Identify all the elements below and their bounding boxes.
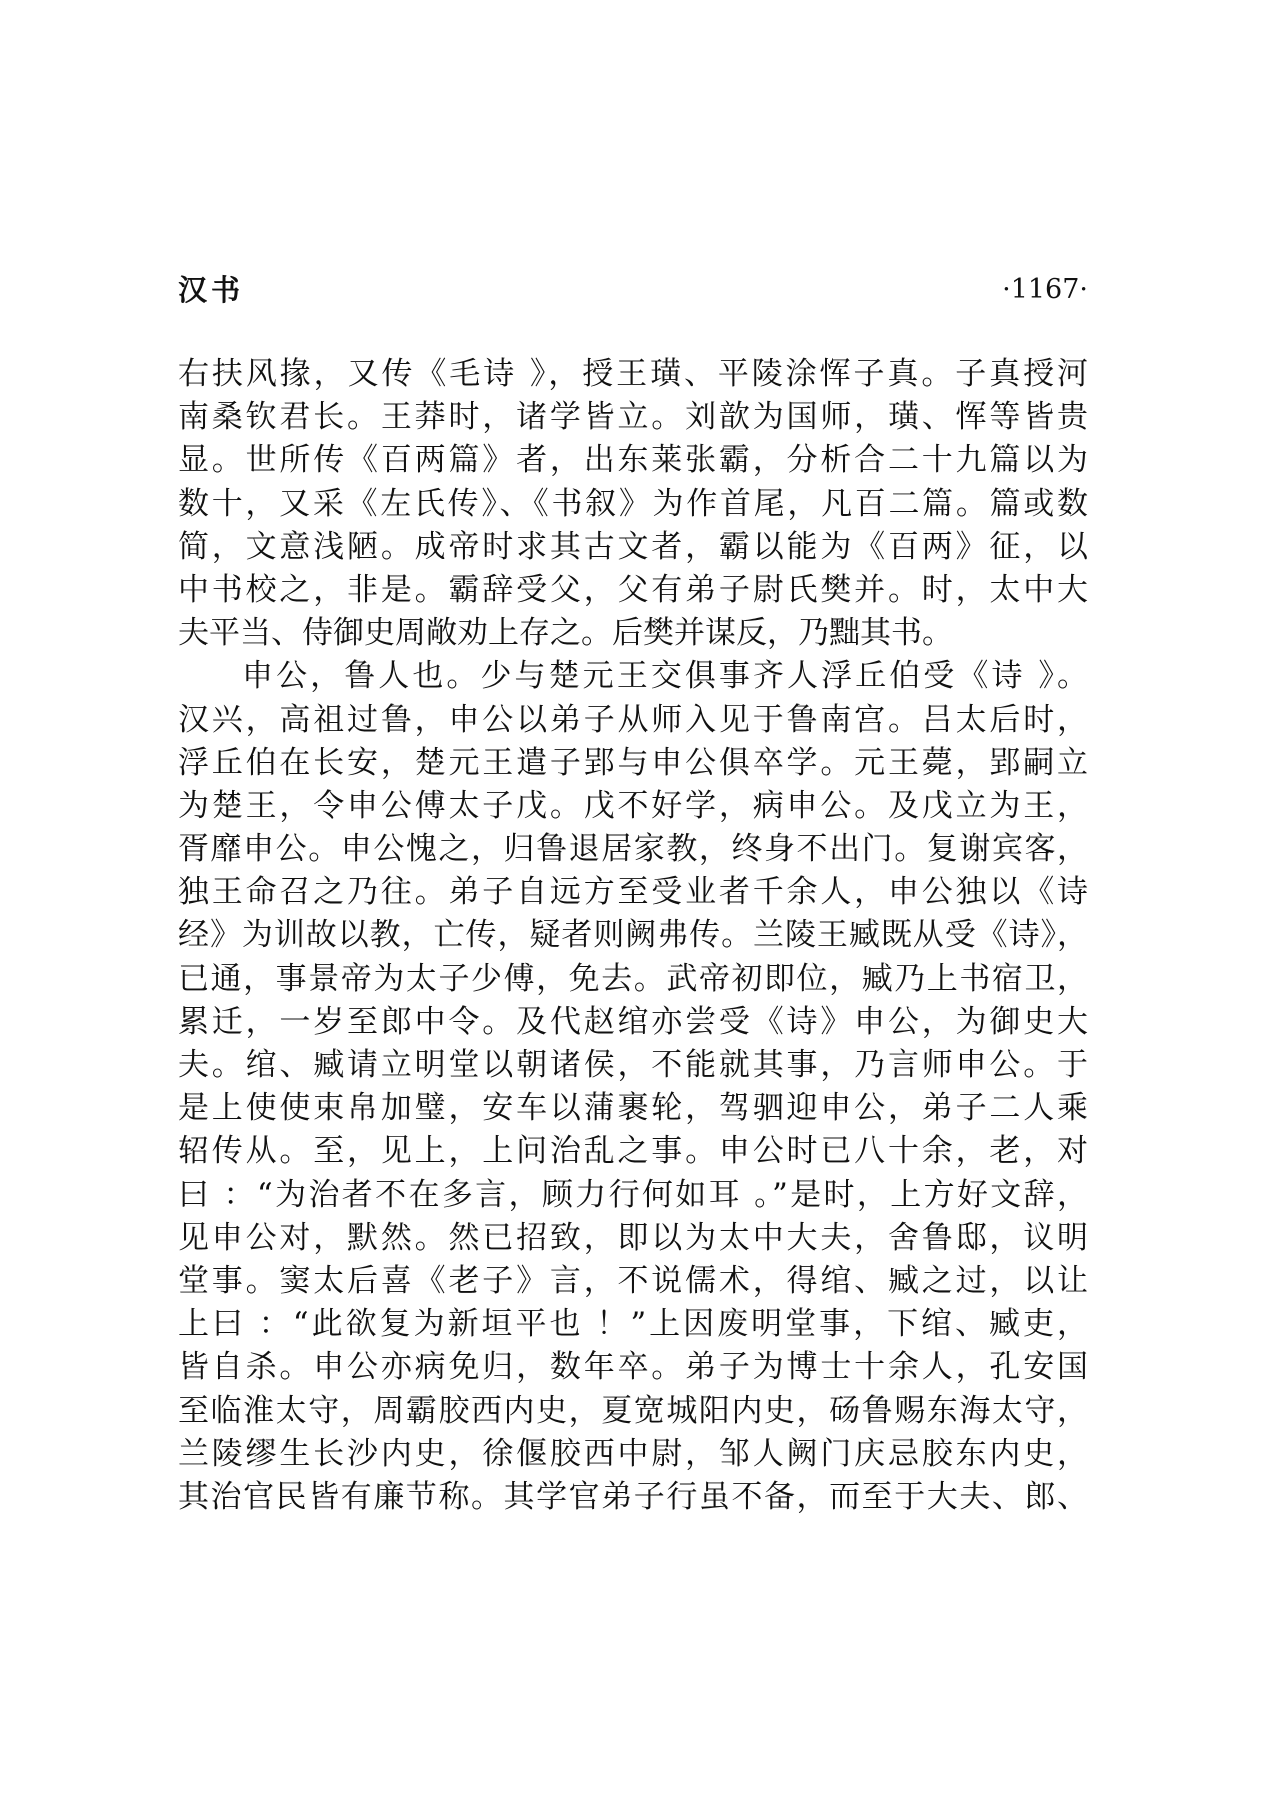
text-line: 独王命召之乃往。弟子自远方至受业者千余人，申公独以《诗 <box>178 874 1088 911</box>
text-line: 曰 ：“为治者不在多言，顾力行何如耳 。”是时，上方好文辞， <box>178 1176 1088 1213</box>
book-title: 汉书 <box>178 273 245 307</box>
text-line: 夫平当、侍御史周敞劝上存之。后樊并谋反，乃黜其书。 <box>178 615 953 652</box>
text-line: 堂事。窦太后喜《老子》言，不说儒术，得绾、臧之过，以让 <box>178 1262 1088 1299</box>
text-line: 南桑钦君长。王莽时，诸学皆立。刘歆为国师，璜、恽等皆贵 <box>178 399 1088 436</box>
text-line: 右扶风掾，又传《毛诗 》，授王璜、平陵涂恽子真。子真授河 <box>178 356 1088 392</box>
text-line: 其治官民皆有廉节称。其学官弟子行虽不备，而至于大夫、郎、 <box>178 1478 1088 1515</box>
text-line: 累迁，一岁至郎中令。及代赵绾亦尝受《诗》申公，为御史大 <box>178 1003 1088 1040</box>
text-line: 中书校之，非是。霸辞受父，父有弟子尉氏樊并。时，太中大 <box>178 571 1088 608</box>
text-line: 胥靡申公。申公愧之，归鲁退居家教，终身不出门。复谢宾客， <box>178 831 1088 868</box>
text-line: 为楚王，令申公傅太子戊。戊不好学，病申公。及戊立为王， <box>178 787 1088 824</box>
text-line: 简，文意浅陋。成帝时求其古文者，霸以能为《百两》征，以 <box>178 528 1088 565</box>
text-line: 经》为训故以教，亡传，疑者则阙弗传。兰陵王臧既从受《诗》， <box>178 917 1088 954</box>
text-line: 夫。绾、臧请立明堂以朝诸侯，不能就其事，乃言师申公。于 <box>178 1047 1088 1083</box>
running-head <box>178 270 1088 310</box>
text-line: 显。世所传《百两篇》者，出东莱张霸，分析合二十九篇以为 <box>178 442 1088 479</box>
text-line: 见申公对，默然。然已招致，即以为太中大夫，舍鲁邸，议明 <box>178 1219 1088 1256</box>
text-line: 浮丘伯在长安，楚元王遣子郢与申公俱卒学。元王薨，郢嗣立 <box>178 744 1088 781</box>
text-line: 兰陵缪生长沙内史，徐偃胶西中尉，邹人阙门庆忌胶东内史， <box>178 1435 1088 1472</box>
text-line: 上曰 ：“此欲复为新垣平也 ！”上因废明堂事，下绾、臧吏， <box>178 1306 1088 1343</box>
text-line: 至临淮太守，周霸胶西内史，夏宽城阳内史，砀鲁赐东海太守， <box>178 1392 1088 1429</box>
paragraph-first-line: 申公，鲁人也。少与楚元王交俱事齐人浮丘伯受《诗 》。 <box>242 658 1088 695</box>
text-line: 是上使使束帛加璧，安车以蒲裹轮，驾驷迎申公，弟子二人乘 <box>178 1090 1088 1127</box>
body-text <box>178 353 1088 1519</box>
text-line: 已通，事景帝为太子少傅，免去。武帝初即位，臧乃上书宿卫， <box>178 960 1088 997</box>
text-line: 轺传从。至，见上，上问治乱之事。申公时已八十余，老，对 <box>178 1133 1088 1170</box>
text-line: 皆自杀。申公亦病免归，数年卒。弟子为博士十余人，孔安国 <box>178 1349 1088 1386</box>
page-number: ·1167· <box>1002 274 1088 305</box>
text-line: 汉兴，高祖过鲁，申公以弟子从师入见于鲁南宫。吕太后时， <box>178 701 1088 738</box>
text-line: 数十，又采《左氏传》、《书叙》为作首尾，凡百二篇。篇或数 <box>178 485 1088 522</box>
